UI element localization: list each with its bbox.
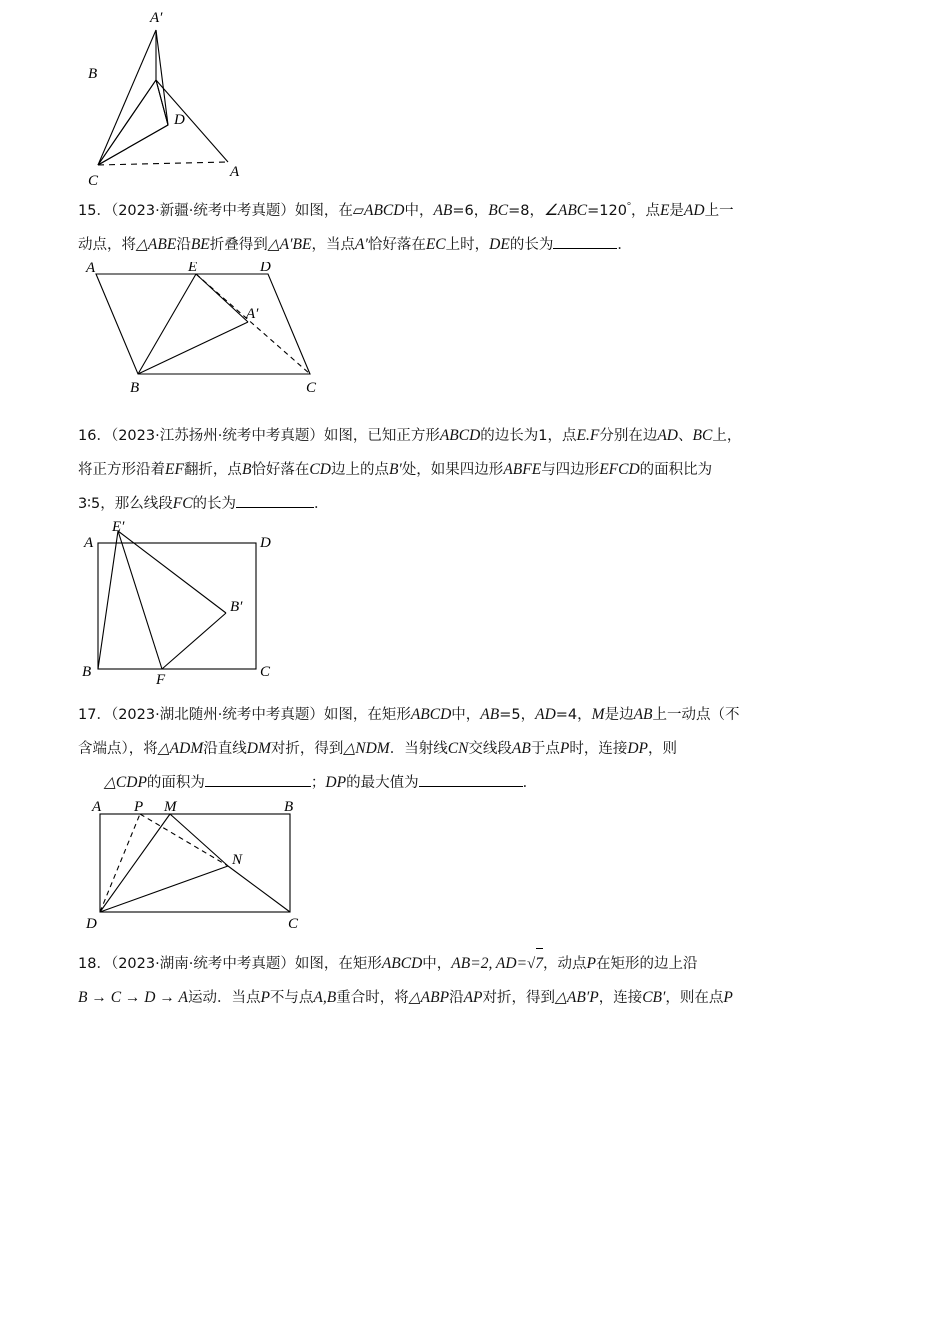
figure-16-svg [78,521,378,686]
figure-17-label-d: D [86,916,97,933]
question-18-number: 18 [78,956,97,973]
figure-top-svg [78,0,378,190]
figure-17-label-c: C [288,916,299,933]
figure-15-label-d: D [260,262,271,276]
question-18-source: （2023·湖南·统考中考真题） [110,956,295,973]
figure-15-label-e: E [188,262,198,276]
figure-16-label-b-prime: B′ [230,599,243,616]
question-15-number: 15 [78,203,97,220]
figure-17 [78,800,878,935]
figure-15-label-c: C [306,380,317,397]
question-18: 18．（2023·湖南·统考中考真题）如图，在矩形ABCD中，AB=2, AD=√ 7，动点P在矩形的边上沿 B → C → D → A运动．当点P不与点A,B重合时，将△ABP沿AP对折，得到△AB′P，连接CB′，则在点P [78,947,878,1015]
figure-15-label-b: B [130,380,140,397]
figure-16 [78,521,878,686]
answer-blank-15[interactable] [553,234,617,249]
figure-15-label-a: A [86,262,96,277]
figure-16-label-a: A [84,535,94,552]
answer-blank-17-a[interactable] [205,772,311,787]
figure-16-label-d: D [260,535,271,552]
question-15: 15．（2023·新疆·统考中考真题）如图，在▱ABCD中，AB=6，BC=8，∠ABC=120°，点E是AD上一 动点，将△ABE沿BE折叠得到△A′BE，当点A′恰好落在EC上时，DE的长为 ． [78,201,734,254]
sqrt-seven: √ 7 [527,947,543,981]
figure-top [78,0,878,190]
figure-16-label-b: B [82,664,92,681]
figure-top-label-b: B [88,66,98,82]
figure-17-label-n: N [232,852,243,869]
figure-top-label-a-prime: A′ [150,10,163,26]
figure-17-label-m: M [164,800,177,816]
figure-top-label-d: D [174,112,185,128]
figure-15 [78,262,878,397]
figure-15-label-a-prime: A′ [246,306,259,323]
question-15-source: （2023·新疆·统考中考真题） [110,203,295,220]
question-16: 16．（2023·江苏扬州·统考中考真题）如图，已知正方形ABCD的边长为1，点E.F分别在边AD、BC上， 将正方形沿着EF翻折，点B恰好落在CD边上的点B′处，如果四边形ABFE与四边形EFCD的面积比为 3∶5，那么线段FC的长为 ． [78,427,742,513]
question-17-source: （2023·湖北随州·统考中考真题） [110,707,324,724]
figure-17-label-p: P [134,800,144,816]
figure-17-svg [78,800,398,935]
figure-16-label-c: C [260,664,271,681]
figure-top-label-c: C [88,173,99,189]
figure-17-label-b: B [284,800,294,816]
answer-blank-16[interactable] [236,493,314,508]
question-17: 17．（2023·湖北随州·统考中考真题）如图，在矩形ABCD中，AB=5，AD=4，M是边AB上一动点（不 含端点），将△ADM沿直线DM对折，得到△NDM．当射线CN交线段AB于点P时，连接DP，则 △CDP的面积为 ；DP的最大值为 ． [78,706,740,792]
figure-top-label-a: A [230,164,240,180]
question-17-number: 17 [78,707,97,724]
figure-16-label-f: F [156,672,166,687]
answer-blank-17-b[interactable] [419,772,523,787]
question-16-source: （2023·江苏扬州·统考中考真题） [110,428,324,445]
page-content [78,0,878,1015]
question-16-number: 16 [78,428,97,445]
figure-15-svg [78,262,378,397]
figure-16-label-e-prime: E′ [112,521,125,536]
figure-17-label-a: A [92,800,102,816]
